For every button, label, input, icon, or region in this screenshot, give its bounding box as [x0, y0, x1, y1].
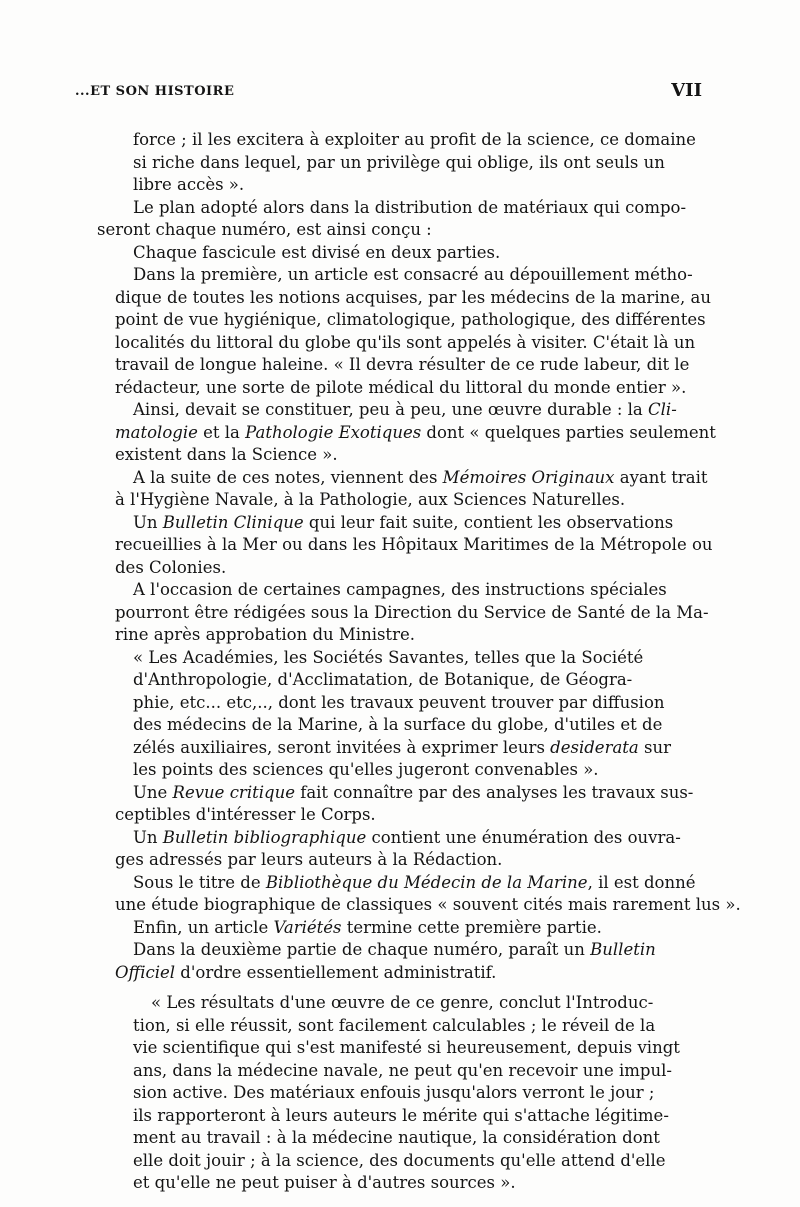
paragraph-3 [115, 242, 700, 265]
text-line: elle doit jouir ; à la science, des documents qu'elle attend d'elle [133, 1150, 666, 1170]
text-line: A l'occasion de certaines campagnes, des instructions spéciales [133, 580, 667, 599]
paragraph-2 [97, 197, 700, 242]
text-line: si riche dans lequel, par un privilège qui oblige, ils ont seuls un [133, 152, 665, 172]
paragraph-9 [115, 647, 700, 782]
text-line: ceptibles d'intéresser le Corps. [115, 805, 376, 824]
text-line: A la suite de ces notes, viennent des Mémoires Originaux ayant trait [133, 467, 708, 487]
text-line: Enfin, un article Variétés termine cette première partie. [133, 917, 602, 937]
text-line: existent dans la Science ». [115, 445, 338, 464]
text-line: ans, dans la médecine navale, ne peut qu'en recevoir une impul- [133, 1060, 672, 1080]
page-number: VII [671, 80, 702, 101]
text-line: point de vue hygiénique, climatologique, pathologique, des différentes [115, 310, 706, 329]
running-head-title: ...ET SON HISTOIRE [75, 84, 235, 99]
text-line: sion active. Des matériaux enfouis jusqu'alors verront le jour ; [133, 1083, 655, 1102]
paragraph-14 [115, 939, 700, 984]
text-line: Le plan adopté alors dans la distribution de matériaux qui compo- [133, 197, 687, 217]
text-line: pourront être rédigées sous la Direction du Service de Santé de la Ma- [115, 602, 709, 622]
text-line: ges adressés par leurs auteurs à la Rédaction. [115, 850, 503, 869]
paragraph-12 [115, 872, 741, 917]
text-line: Dans la première, un article est consacré au dépouillement métho- [133, 265, 693, 284]
text-line: à l'Hygiène Navale, à la Pathologie, aux Sciences Naturelles. [115, 490, 626, 509]
text-line: une étude biographique de classiques « souvent cités mais rarement lus ». [115, 895, 741, 914]
text-line: Officiel d'ordre essentiellement administratif. [115, 962, 497, 982]
text-line: « Les résultats d'une œuvre de ce genre, conclut l'Introduc- [151, 993, 654, 1012]
body-text [97, 129, 741, 1195]
text-line: Un Bulletin bibliographique contient une énumération des ouvra- [133, 827, 681, 847]
text-line: ment au travail : à la médecine nautique, la considération dont [133, 1128, 660, 1147]
paragraph-13 [115, 917, 700, 940]
text-line: travail de longue haleine. « Il devra résulter de ce rude labeur, dit le [115, 355, 690, 374]
paragraph-7 [115, 512, 713, 580]
text-line: des Colonies. [115, 557, 227, 577]
text-line: phie, etc... etc,.., dont les travaux peuvent trouver par diffusion [133, 692, 665, 712]
paragraph-5 [115, 399, 716, 467]
text-line: localités du littoral du globe qu'ils sont appelés à visiter. C'était là un [115, 332, 696, 352]
text-line: Chaque fascicule est divisé en deux parties. [133, 242, 501, 262]
text-line: Sous le titre de Bibliothèque du Médecin de la Marine, il est donné [133, 872, 696, 892]
paragraph-1 [115, 129, 700, 197]
text-line: dique de toutes les notions acquises, par les médecins de la marine, au [115, 287, 711, 307]
text-line: rine après approbation du Ministre. [115, 625, 415, 644]
paragraph-8 [115, 579, 709, 647]
text-line: Une Revue critique fait connaître par des analyses les travaux sus- [133, 782, 694, 802]
paragraph-10 [115, 782, 700, 827]
text-line: « Les Académies, les Sociétés Savantes, telles que la Société [133, 647, 644, 667]
text-line: vie scientifique qui s'est manifesté si heureusement, depuis vingt [133, 1038, 680, 1057]
text-line: force ; il les excitera à exploiter au profit de la science, ce domaine [133, 130, 696, 149]
text-line: d'Anthropologie, d'Acclimatation, de Botanique, de Géogra- [133, 670, 633, 689]
text-line: libre accès ». [133, 175, 245, 194]
paragraph-6 [115, 467, 708, 512]
text-line: des médecins de la Marine, à la surface du globe, d'utiles et de [133, 715, 663, 734]
text-line: Dans la deuxième partie de chaque numéro, paraît un Bulletin [133, 940, 656, 959]
paragraph-11 [115, 827, 700, 872]
text-line: zélés auxiliaires, seront invitées à exprimer leurs desiderata sur [133, 737, 671, 757]
text-line: Ainsi, devait se constituer, peu à peu, une œuvre durable : la Cli- [133, 400, 677, 419]
text-line: rédacteur, une sorte de pilote médical du littoral du monde entier ». [115, 377, 687, 397]
paragraph-4 [115, 264, 711, 399]
text-line: Un Bulletin Clinique qui leur fait suite, contient les observations [133, 512, 674, 532]
text-line: tion, si elle réussit, sont facilement calculables ; le réveil de la [133, 1015, 656, 1035]
text-line: recueillies à la Mer ou dans les Hôpitaux Maritimes de la Métropole ou [115, 535, 713, 554]
text-line: les points des sciences qu'elles jugeront convenables ». [133, 760, 599, 779]
text-line: ils rapporteront à leurs auteurs le mérite qui s'attache légitime- [133, 1105, 669, 1125]
text-line: et qu'elle ne peut puiser à d'autres sources ». [133, 1173, 516, 1192]
text-line: matologie et la Pathologie Exotiques dont « quelques parties seulement [115, 422, 716, 442]
text-line: seront chaque numéro, est ainsi conçu : [97, 220, 432, 239]
paragraph-15 [115, 992, 700, 1195]
